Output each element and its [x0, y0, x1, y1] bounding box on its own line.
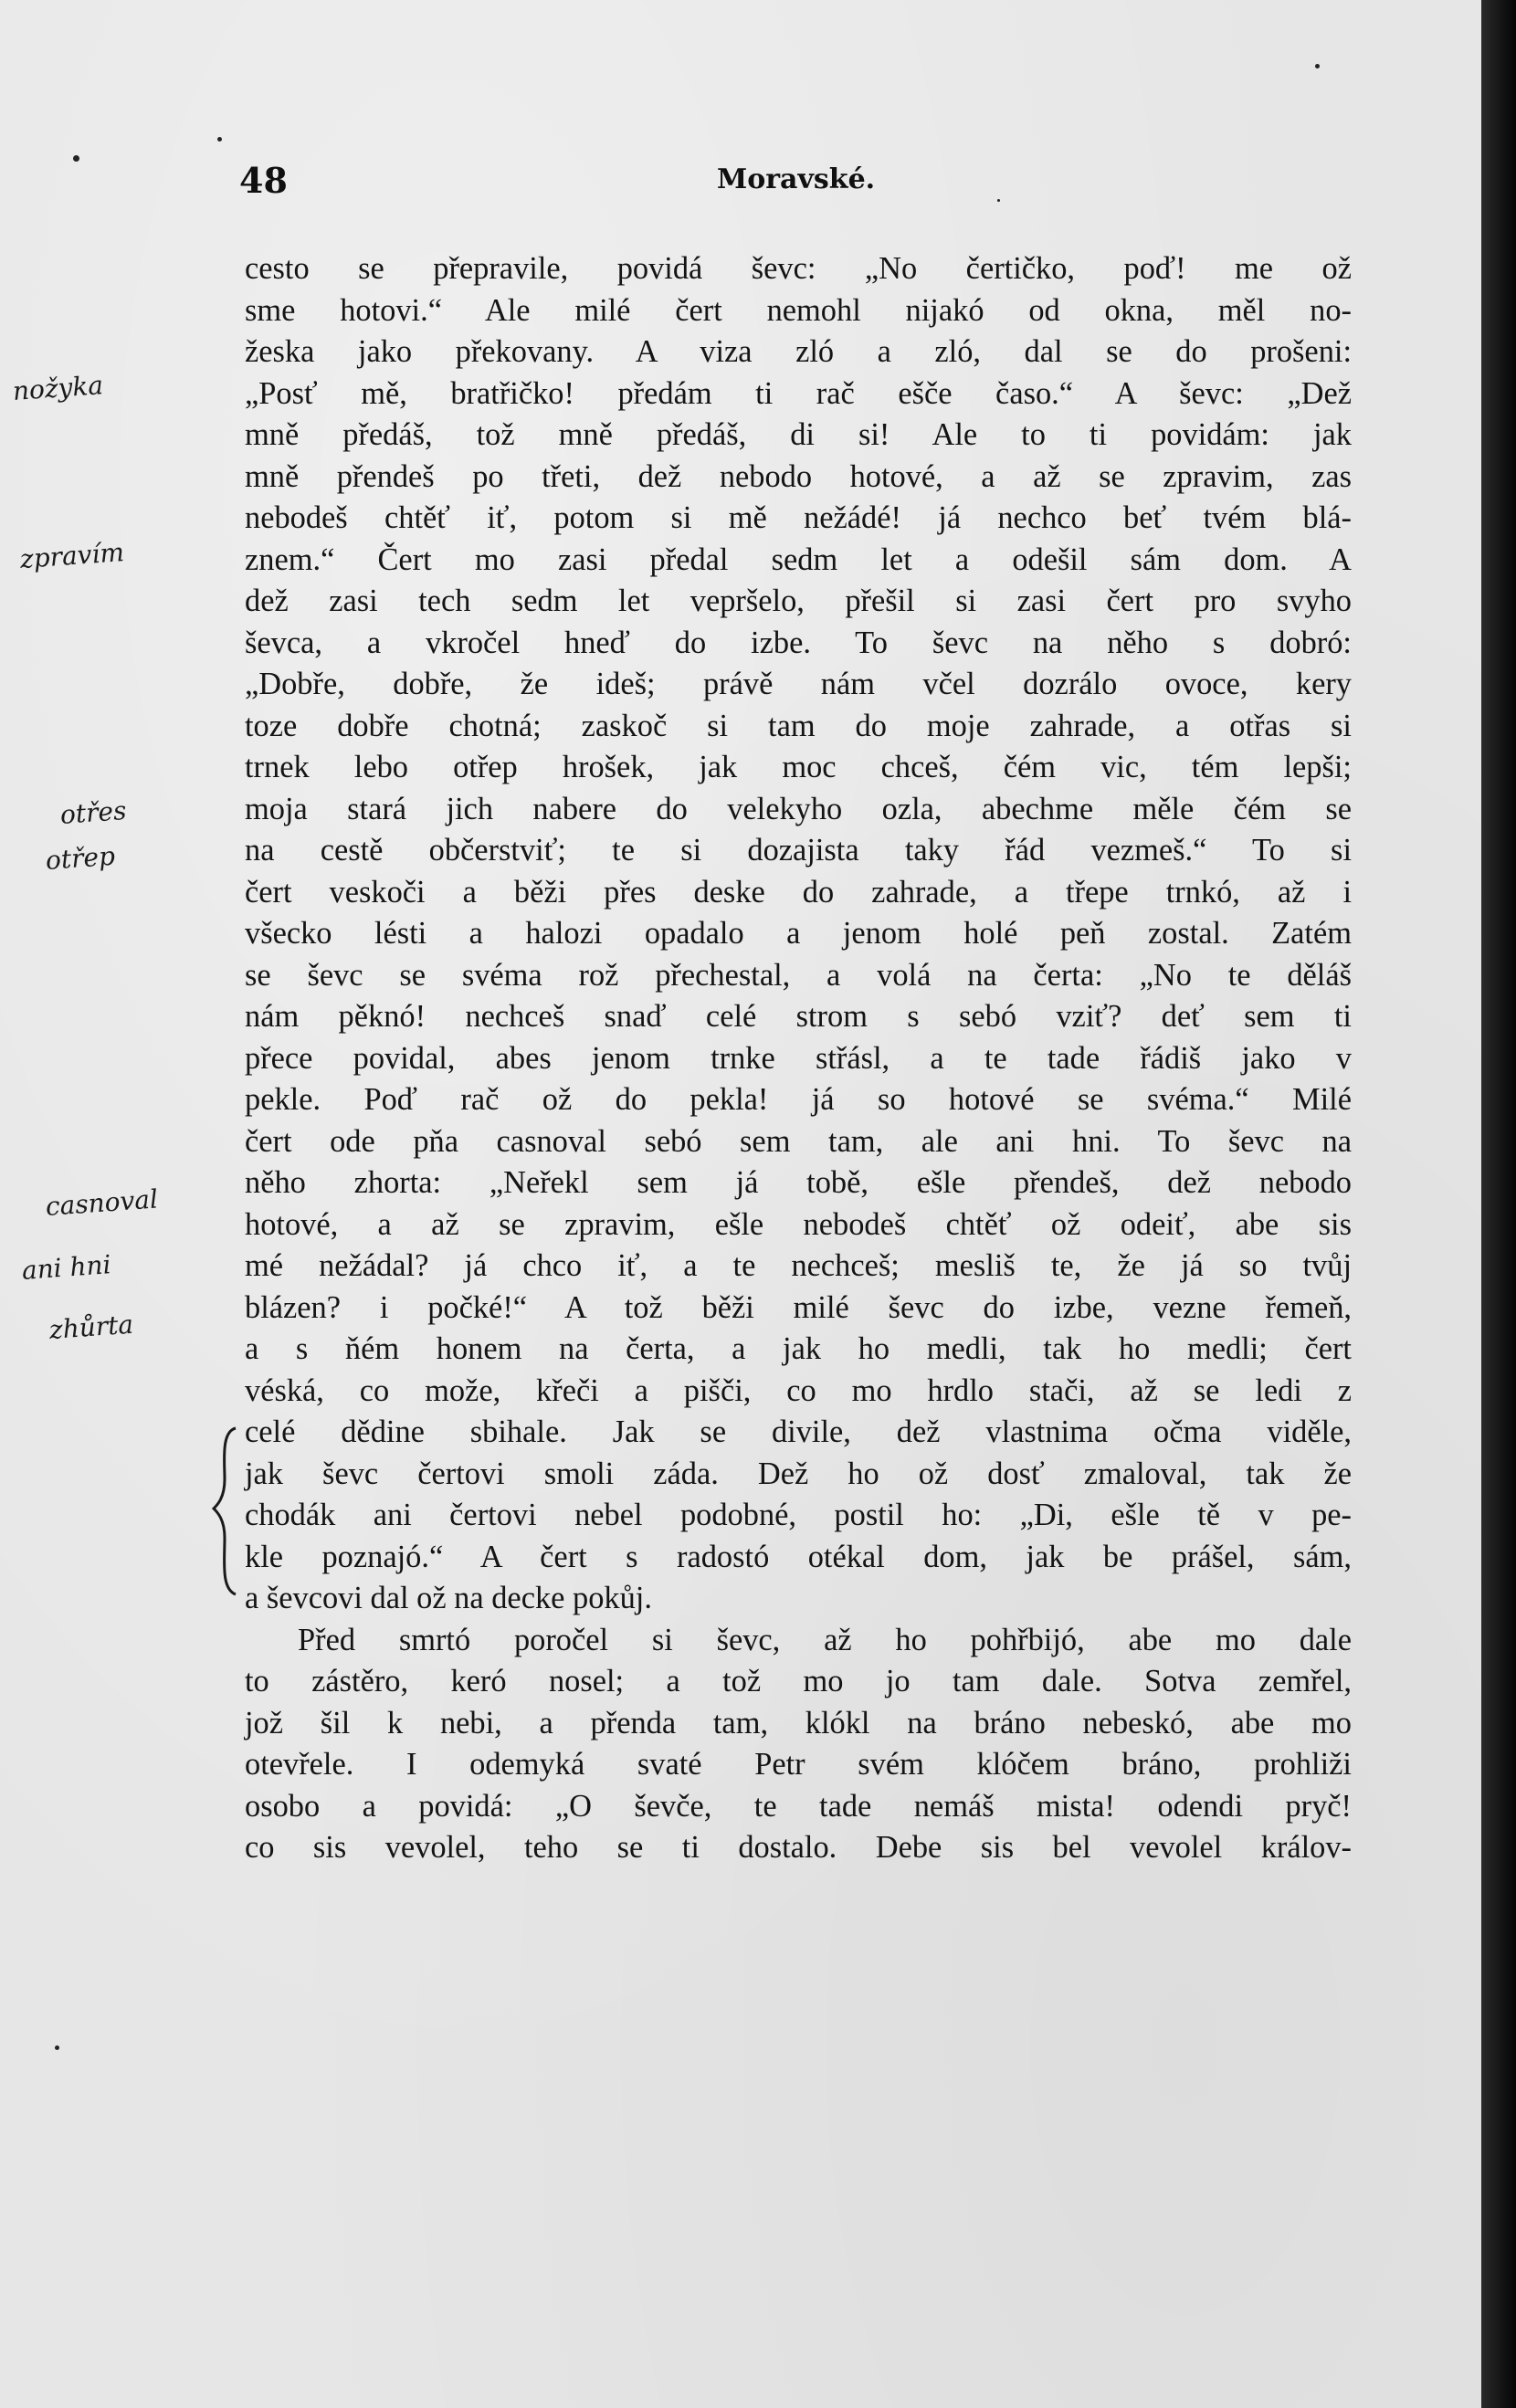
margin-note: otřep — [44, 840, 116, 876]
text-line: čert veskoči a běži přes deske do zahrade, a třepe trnkó, až i — [245, 874, 1352, 910]
text-line: znem.“ Čert mo zasi předal sedm let a odešil sám dom. A — [245, 542, 1352, 577]
body-text — [245, 248, 1352, 1869]
text-line: pekle. Poď rač ož do pekla! já so hotové se svéma.“ Milé — [245, 1082, 1352, 1117]
text-line: se ševc se svéma rož přechestal, a volá na čerta: „No te děláš — [245, 957, 1352, 993]
text-line: celé dědine sbihale. Jak se divile, dež vlastnima očma viděle, — [245, 1414, 1352, 1449]
text-line: čert ode pňa casnoval sebó sem tam, ale ani hni. To ševc na — [245, 1123, 1352, 1159]
text-line: mně přendeš po třeti, dež nebodo hotové, a až se zpravim, zas — [245, 458, 1352, 494]
margin-note: ani hni — [20, 1249, 112, 1286]
bracket-mark — [212, 1425, 239, 1598]
text-line: mé nežádal? já chco iť, a te nechceš; mesliš te, že já so tvůj — [245, 1248, 1352, 1283]
running-head-title: Moravské. — [717, 163, 876, 195]
text-line: chodák ani čertovi nebel podobné, postil ho: „Di, ešle tě v pe- — [245, 1498, 1352, 1532]
scan-edge — [1481, 0, 1516, 2408]
text-line: všecko lésti a halozi opadalo a jenom holé peň zostal. Zatém — [245, 916, 1352, 951]
margin-note: nožyka — [11, 370, 105, 406]
text-line: sme hotovi.“ Ale milé čert nemohl nijakó od okna, měl no- — [245, 292, 1352, 328]
paper-speck — [217, 137, 222, 142]
text-line: nám pěknó! nechceš snaď celé strom s sebó vziť? deť sem ti — [245, 999, 1352, 1034]
margin-note: zpravím — [18, 537, 125, 574]
text-line: véská, co može, křeči a pišči, co mo hrdlo stači, až se ledi z — [245, 1372, 1352, 1408]
paper-speck — [73, 155, 79, 162]
margin-notes — [0, 0, 239, 2408]
text-line: otevřele. I odemyká svaté Petr svém klóčem bráno, prohliži — [245, 1747, 1352, 1782]
page-number: 48 — [239, 160, 288, 201]
text-line: něho zhorta: „Neřekl sem já tobě, ešle přendeš, dež nebodo — [245, 1165, 1352, 1200]
text-line: Před smrtó poročel si ševc, až ho pohřbijó, abe mo dale — [298, 1622, 1352, 1657]
text-line: trnek lebo otřep hrošek, jak moc chceš, čém vic, tém lepši; — [245, 750, 1352, 784]
text-line: jak ševc čertovi smoli záda. Dež ho ož dosť zmaloval, tak že — [245, 1456, 1352, 1491]
margin-note: otřes — [58, 794, 128, 830]
text-line: hotové, a až se zpravim, ešle nebodeš chtěť ož odeiť, abe sis — [245, 1206, 1352, 1242]
text-line: mně předáš, tož mně předáš, di si! Ale to ti povidám: jak — [245, 417, 1352, 452]
text-line: kle poznajó.“ A čert s radostó otékal dom, jak be prášel, sám, — [245, 1539, 1352, 1574]
text-line: a s ňém honem na čerta, a jak ho medli, tak ho medli; čert — [245, 1331, 1352, 1366]
text-line: ševca, a vkročel hneď do izbe. To ševc na něho s dobró: — [245, 625, 1352, 660]
text-line: „Dobře, dobře, že ideš; právě nám včel dozrálo ovoce, kery — [245, 667, 1352, 701]
text-line: co sis vevolel, teho se ti dostalo. Debe sis bel vevolel králov- — [245, 1830, 1352, 1865]
text-line: jož šil k nebi, a přenda tam, klókl na bráno nebeskó, abe mo — [245, 1705, 1352, 1740]
text-line: toze dobře chotná; zaskoč si tam do moje zahrade, a otřas si — [245, 708, 1352, 743]
text-line: žeska jako překovany. A viza zló a zló, dal se do prošeni: — [245, 334, 1352, 369]
text-line: blázen? i počké!“ A tož běži milé ševc do izbe, vezne řemeň, — [245, 1289, 1352, 1325]
text-line: to zástěro, keró nosel; a tož mo jo tam dale. Sotva zemřel, — [245, 1664, 1352, 1698]
text-line: osobo a povidá: „O ševče, te tade nemáš mista! odendi pryč! — [245, 1788, 1352, 1824]
text-line: dež zasi tech sedm let vepršelo, přešil si zasi čert pro svyho — [245, 584, 1352, 618]
text-line: nebodeš chtěť iť, potom si mě nežádé! já nechco beť tvém blá- — [245, 500, 1352, 535]
text-line: a ševcovi dal ož na decke pokůj. — [245, 1581, 652, 1615]
text-line: cesto se přepravile, povidá ševc: „No čertičko, poď! me ož — [245, 251, 1352, 286]
margin-note: casnoval — [44, 1183, 159, 1222]
paper-speck — [55, 2045, 59, 2050]
paper-speck — [1315, 64, 1320, 68]
margin-note: zhůrta — [47, 1309, 135, 1345]
text-line: „Posť mě, bratřičko! předám ti rač ešče časo.“ A ševc: „Dež — [245, 375, 1352, 411]
text-line: přece povidal, abes jenom trnke střásl, a te tade řádiš jako v — [245, 1040, 1352, 1076]
text-line: na cestě občerstviť; te si dozajista taky řád vezmeš.“ To si — [245, 833, 1352, 868]
text-line: moja stará jich nabere do velekyho ozla, abechme měle čém se — [245, 791, 1352, 826]
paper-speck — [997, 199, 1000, 202]
